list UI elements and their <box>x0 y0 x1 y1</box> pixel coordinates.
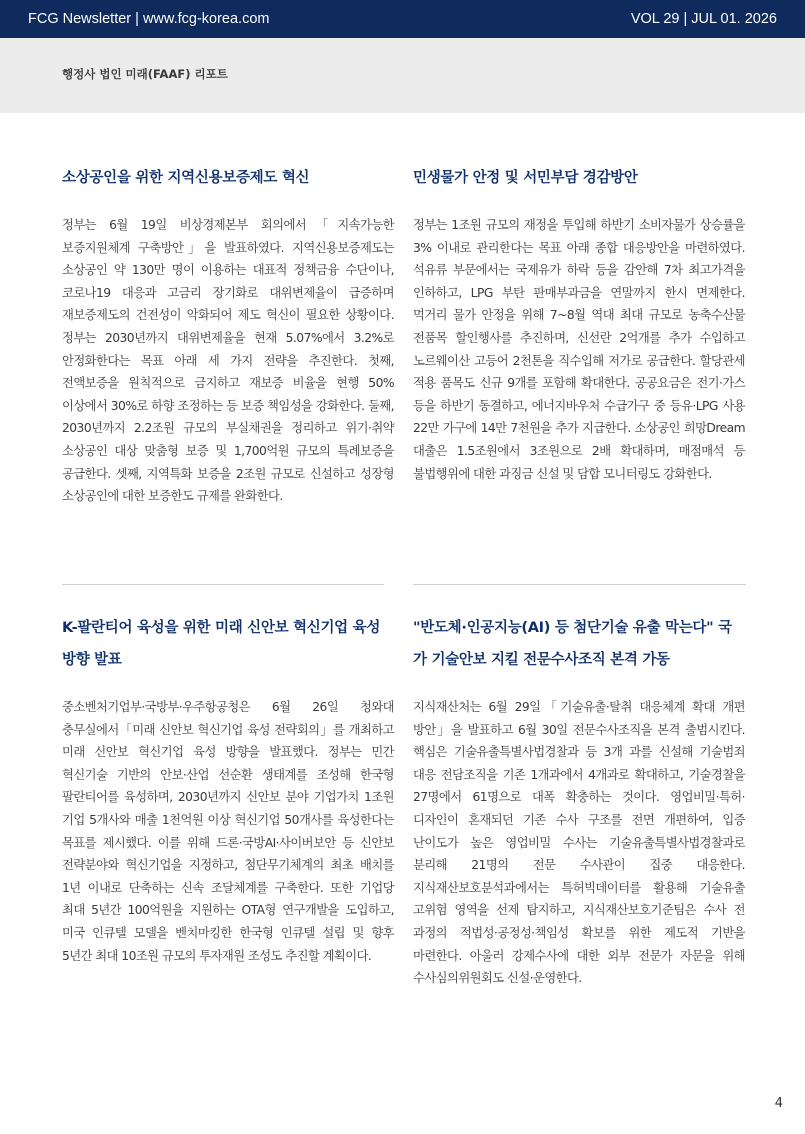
issue-info: VOL 29 | JUL 01. 2026 <box>630 11 777 27</box>
article-body: 정부는 6월 19일 비상경제본부 회의에서「지속가능한 보증지원체계 구축방안」을 발표하였다. 지역신용보증제도는 소상공인 약 130만 명이 이용하는 대표적 정책금융 수단이나, 코로나19 대응과 고금리 장기화로 대위변제율이 급증하며 재보증제도의 건전성이 악화되어 제도 혁신이 필요한 상황이다. 정부는 2030년까지 대위변제율을 현재 5.07%에서 3.2%로 안정화한다는 목표 아래 세 가지 전략을 추진한다. 첫째, 전액보증을 원칙적으로 금지하고 재보증 비율을 현행 50% 이상에서 30%로 하향 조정하는 등 보증 책임성을 강화한다. 둘째, 2030년까지 2.2조원 규모의 부실채권을 정리하고 위기·취약 소상공인 대상 맞춤형 보증 및 1,700억원 규모의 특례보증을 공급한다. 셋째, 지역특화 보증을 2조원 규모로 신설하고 성장형 소상공인에 대한 보증한도 규제를 완화한다. <box>62 218 394 504</box>
article-title: 소상공인을 위한 지역신용보증제도 혁신 <box>62 170 310 186</box>
divider-left <box>62 584 384 585</box>
article-body: 지식재산처는 6월 29일「기술유출·탈취 대응체계 확대 개편 방안」을 발표하고 6월 30일 전문수사조직을 본격 출범시킨다. 핵심은 기술유출특별사법경찰과 등 3개 과를 신설해 기술범죄 대응 전담조직을 기존 1개과에서 4개과로 확대하고, 기술경찰을 27명에서 61명으로 대폭 확충하는 것이다. 영업비밀·특허·디자인이 혼재되던 기존 수사 구조를 전면 개편하여, 입증 난이도가 높은 영업비밀 수사는 기술유출특별사법경찰과로 분리해 21명의 전문 수사관이 집중 대응한다. 지식재산보호분석과에서는 특허빅데이터를 활용해 기술유출 고위험 영역을 선제 탐지하고, 지식재산보호기준팀은 수사 전 과정의 적법성·공정성·책임성 확보를 위한 제도적 기반을 마련한다. 아울러 강제수사에 대한 외부 전문가 자문을 위해 수사심의위원회도 신설·운영한다. <box>413 700 745 986</box>
article-price-stabilization <box>413 162 745 485</box>
article-title: "반도체·인공지능(AI) 등 첨단기술 유출 막는다" 국가 기술안보 지킬 전문수사조직 본격 가동 <box>413 620 732 668</box>
section-bar <box>0 38 805 113</box>
divider-right <box>413 584 746 585</box>
article-body: 중소벤처기업부·국방부·우주항공청은 6월 26일 청와대 충무실에서「미래 신안보 혁신기업 육성 전략회의」를 개최하고 미래 신안보 혁신기업 육성 방향을 발표했다. 정부는 민간 혁신기술 기반의 안보·산업 선순환 생태계를 조성해 한국형 팔란티어를 육성하며, 2030년까지 신안보 분야 기업가치 1조원 기업 5개사와 매출 1천억원 이상 혁신기업 50개사를 육성한다는 목표를 제시했다. 이를 위해 드론·국방AI·사이버보안 등 신안보 전략분야와 혁신기업을 지정하고, 첨단무기체계의 최초 배치를 1년 이내로 단축하는 신속 조달체계를 구축한다. 또한 기업당 최대 5년간 100억원을 지원하는 OTA형 연구개발을 도입하고, 미국 인큐텔 모델을 벤치마킹한 한국형 인큐텔 설립 및 향후 5년간 최대 10조원 규모의 투자재원 조성도 추진할 계획이다. <box>62 700 394 963</box>
newsletter-header-bar <box>0 0 805 38</box>
article-title: K-팔란티어 육성을 위한 미래 신안보 혁신기업 육성 방향 발표 <box>62 620 381 668</box>
article-tech-security <box>413 612 745 990</box>
newsletter-site: FCG Newsletter | www.fcg-korea.com <box>28 11 270 27</box>
page-number: 4 <box>774 1096 783 1111</box>
article-k-palantir <box>62 612 394 967</box>
article-body: 정부는 1조원 규모의 재정을 투입해 하반기 소비자물가 상승률을 3% 이내로 관리한다는 목표 아래 종합 대응방안을 마련하였다. 석유류 부문에서는 국제유가 하락 등을 감안해 7차 최고가격을 인하하고, LPG 부탄 판매부과금을 연말까지 한시 면제한다. 먹거리 물가 안정을 위해 7~8월 역대 최대 규모로 농축수산물 전품목 할인행사를 추진하며, 신선란 2억개를 추가 수입하고 노르웨이산 고등어 2천톤을 직수입해 저가로 공급한다. 할당관세 적용 품목도 신규 9개를 포함해 확대한다. 공공요금은 전기·가스 등을 하반기 동결하고, 에너지바우처 수급가구 중 등유·LPG 사용 22만 가구에 14만 7천원을 추가 지급한다. 소상공인 희망Dream 대출은 1.5조원에서 3조원으로 2배 확대하며, 매점매석 등 불법행위에 대한 과징금 신설 및 담합 모니터링도 강화한다. <box>413 218 745 481</box>
article-small-business-credit <box>62 162 394 508</box>
section-label: 행정사 법인 미래(FAAF) 리포트 <box>62 67 228 81</box>
article-title: 민생물가 안정 및 서민부담 경감방안 <box>413 170 638 186</box>
